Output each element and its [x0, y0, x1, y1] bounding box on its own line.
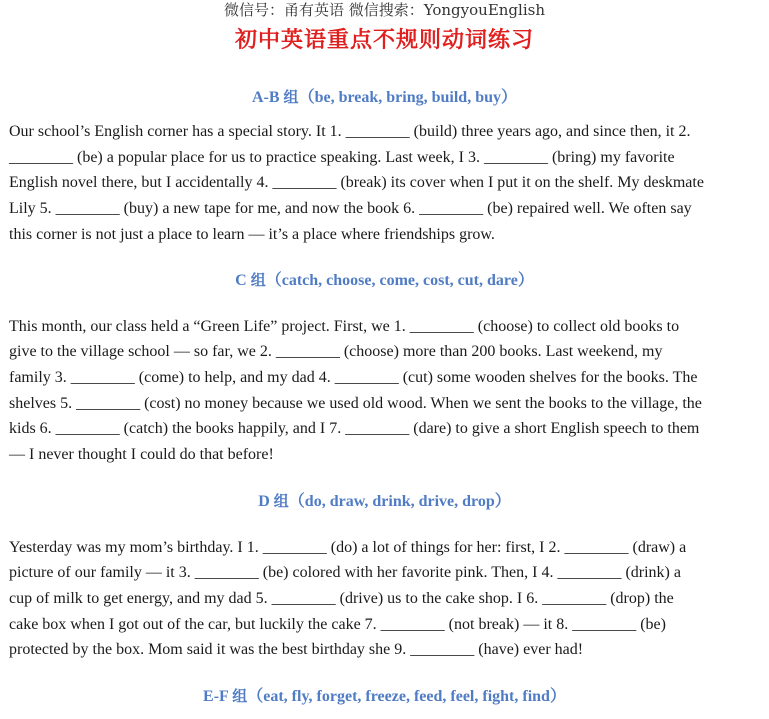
section-heading-c	[0, 269, 769, 292]
section-heading-d	[0, 490, 769, 513]
group-word: 组	[250, 271, 266, 289]
passage-line: — I never thought I could do that before!	[9, 446, 274, 463]
passage-line: English novel there, but I accidentally 4. ________ (break) its cover when I put it on the shelf. My deskmate	[9, 174, 704, 191]
document-title: 初中英语重点不规则动词练习	[234, 28, 534, 53]
passage-line: picture of our family — it 3. ________ (be) colored with her favorite pink. Then, I 4. ________ (drink) a	[9, 564, 681, 581]
verb-list: （eat, fly, forget, freeze, feed, feel, fight, find）	[247, 688, 566, 705]
group-word: 组	[283, 88, 299, 106]
verb-list: （catch, choose, come, cost, cut, dare）	[265, 272, 534, 289]
passage-line: Lily 5. ________ (buy) a new tape for me, and now the book 6. ________ (be) repaired well. We often say	[9, 200, 692, 217]
passage-line: cake box when I got out of the car, but luckily the cake 7. ________ (not break) — it 8. ________ (be)	[9, 616, 666, 633]
passage-line: cup of milk to get energy, and my dad 5. ________ (drive) us to the cake shop. I 6. ________ (drop) the	[9, 590, 674, 607]
passage-line: family 3. ________ (come) to help, and my dad 4. ________ (cut) some wooden shelves for the books. The	[9, 369, 698, 386]
group-label: C	[235, 272, 247, 289]
group-label: E-F	[203, 688, 229, 705]
passage-line: kids 6. ________ (catch) the books happily, and I 7. ________ (dare) to give a short English speech to them	[9, 420, 700, 437]
passage-line: shelves 5. ________ (cost) no money because we used old wood. When we sent the books to the village, the	[9, 395, 702, 412]
section-heading-a-b	[0, 86, 769, 109]
passage-line: give to the village school — so far, we 2. ________ (choose) more than 200 books. Last weekend, my	[9, 343, 663, 360]
group-label: A-B	[251, 89, 280, 106]
passage-line: Our school’s English corner has a special story. It 1. ________ (build) three years ago, and since then, it 2.	[9, 123, 691, 140]
verb-list: （do, draw, drink, drive, drop）	[288, 493, 511, 510]
passage-line: this corner is not just a place to learn — it’s a place where friendships grow.	[9, 226, 495, 243]
group-word: 组	[232, 687, 248, 705]
passage-line: ________ (be) a popular place for us to practice speaking. Last week, I 3. ________ (bring) my favorite	[9, 149, 675, 166]
verb-list: （be, break, bring, build, buy）	[298, 89, 518, 106]
passage-line: protected by the box. Mom said it was the best birthday she 9. ________ (have) ever had!	[9, 641, 584, 658]
wechat-header: 微信号：甬有英语 微信搜索：YongyouEnglish	[224, 1, 545, 19]
group-label: D	[258, 493, 270, 510]
section-heading-e-f	[0, 685, 769, 708]
group-word: 组	[273, 492, 289, 510]
passage-line: Yesterday was my mom’s birthday. I 1. ________ (do) a lot of things for her: first, I 2. ________ (draw) a	[9, 539, 687, 556]
passage-line: This month, our class held a “Green Life” project. First, we 1. ________ (choose) to collect old books to	[9, 318, 680, 335]
